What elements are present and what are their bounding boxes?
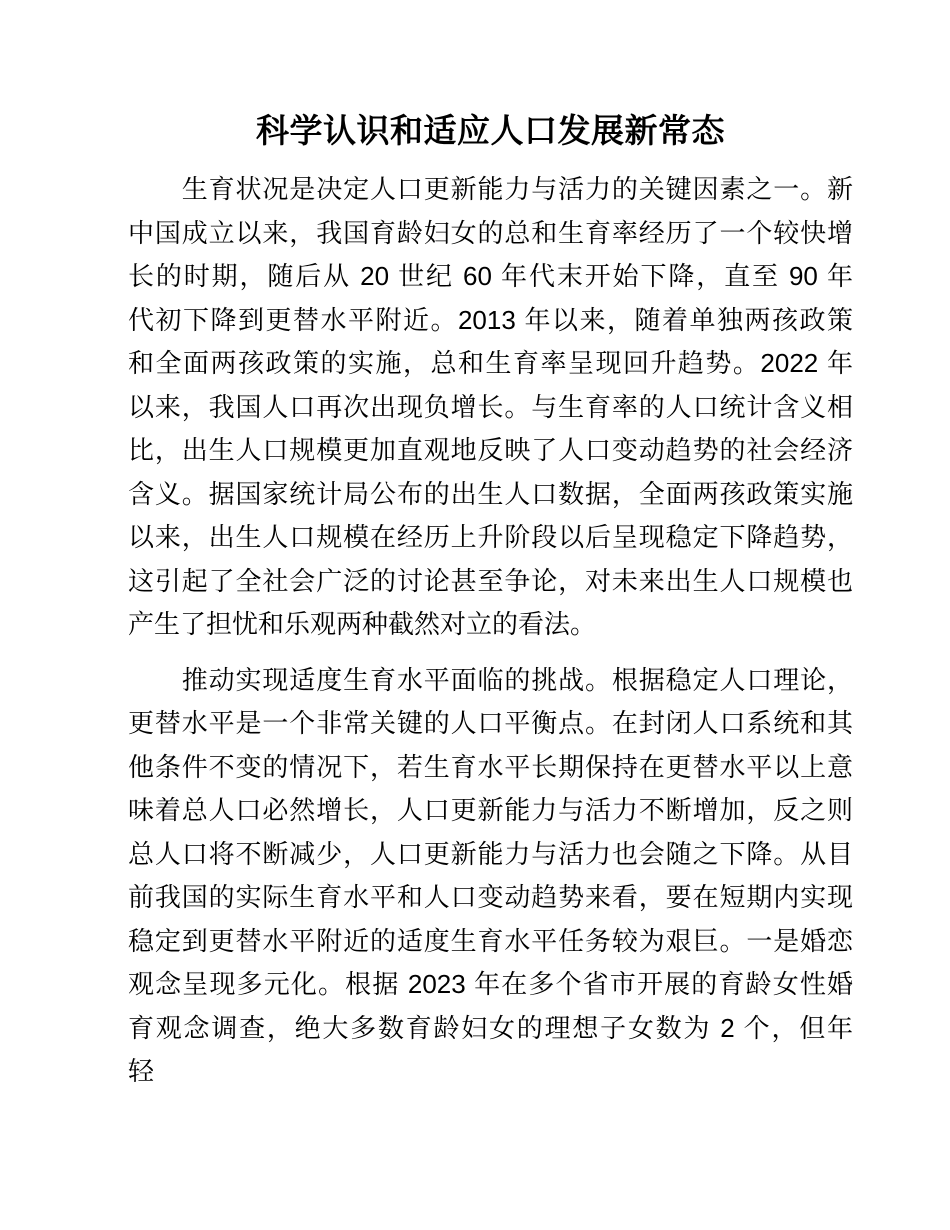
text-line: 稳定到更替水平附近的适度生育水平任务较为艰巨。一是婚恋 <box>128 925 853 956</box>
text-line: 产生了担忧和乐观两种截然对立的看法。 <box>128 609 597 639</box>
text-line: 他条件不变的情况下，若生育水平长期保持在更替水平以上意 <box>128 751 853 782</box>
text-line: 育观念调查，绝大多数育龄妇女的理想子女数为 2 个，但年 <box>128 1012 853 1043</box>
text-line: 含义。据国家统计局公布的出生人口数据，全面两孩政策实施 <box>128 478 853 509</box>
paragraph-2 <box>128 659 853 1094</box>
text-line: 中国成立以来，我国育龄妇女的总和生育率经历了一个较快增 <box>128 217 853 248</box>
text-line: 前我国的实际生育水平和人口变动趋势来看，要在短期内实现 <box>128 882 853 912</box>
text-line: 观念呈现多元化。根据 2023 年在多个省市开展的育龄女性婚 <box>128 969 853 999</box>
text-line: 生育状况是决定人口更新能力与活力的关键因素之一。新 <box>128 174 853 204</box>
document-title: 科学认识和适应人口发展新常态 <box>256 112 725 149</box>
document-body <box>128 168 853 1094</box>
text-line: 以来，出生人口规模在经历上升阶段以后呈现稳定下降趋势， <box>128 522 853 552</box>
text-line: 推动实现适度生育水平面临的挑战。根据稳定人口理论， <box>128 664 853 695</box>
text-line: 以来，我国人口再次出现负增长。与生育率的人口统计含义相 <box>128 391 853 422</box>
text-line: 和全面两孩政策的实施，总和生育率呈现回升趋势。2022 年 <box>128 348 853 378</box>
text-line: 味着总人口必然增长，人口更新能力与活力不断增加，反之则 <box>128 795 853 825</box>
text-line: 比，出生人口规模更加直观地反映了人口变动趋势的社会经济 <box>128 435 853 465</box>
text-line: 代初下降到更替水平附近。2013 年以来，随着单独两孩政策 <box>128 304 853 335</box>
text-line: 长的时期，随后从 20 世纪 60 年代末开始下降，直至 90 年 <box>128 261 853 291</box>
text-line: 轻 <box>128 1056 155 1086</box>
text-line: 这引起了全社会广泛的讨论甚至争论，对未来出生人口规模也 <box>128 565 853 596</box>
text-line: 总人口将不断减少，人口更新能力与活力也会随之下降。从目 <box>128 838 853 869</box>
paragraph-1 <box>128 168 853 647</box>
text-line: 更替水平是一个非常关键的人口平衡点。在封闭人口系统和其 <box>128 708 853 738</box>
